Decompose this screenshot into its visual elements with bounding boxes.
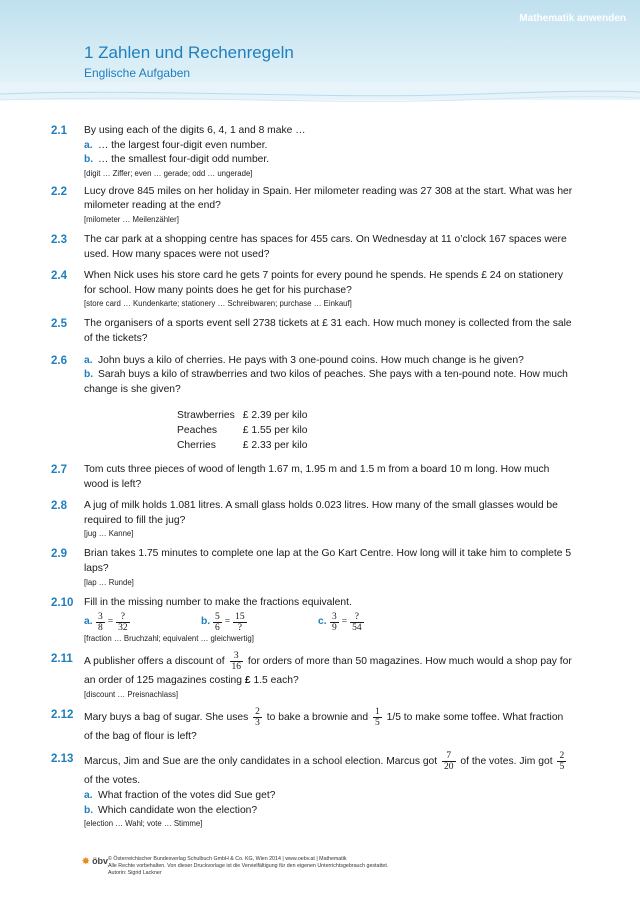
equals-sign: =	[224, 617, 231, 628]
glossary: [discount … Preisnachlass]	[84, 690, 179, 700]
fraction	[330, 612, 339, 633]
subtask-text: … the largest four-digit even number.	[98, 139, 268, 151]
publisher-logo-icon: ✸	[82, 856, 90, 866]
page-subtitle: Englische Aufgaben	[84, 66, 191, 80]
fraction	[442, 751, 456, 772]
currency-symbol: £	[244, 675, 251, 687]
fraction-item-c	[318, 612, 435, 633]
price-value: £ 2.33 per kilo	[242, 439, 308, 451]
subtask-text: What fraction of the votes did Sue get?	[98, 790, 276, 802]
numerator: ?	[350, 612, 364, 623]
task-number: 2.4	[51, 270, 67, 283]
subtask-label: a.	[84, 139, 93, 151]
fraction	[253, 707, 262, 728]
price-item: Peaches	[177, 424, 218, 436]
price-item: Cherries	[177, 439, 216, 451]
footer-author: Autorin: Sigrid Lackner	[108, 870, 162, 877]
subtask-label: a.	[84, 790, 93, 802]
numerator: 2	[559, 751, 565, 762]
denominator: 20	[444, 762, 454, 773]
equals-sign: =	[107, 617, 114, 628]
task-text: A publisher offers a discount of	[84, 656, 225, 668]
subtask-text: Sarah buys a kilo of strawberries and two kilos of peaches. She pays with a ten-pound note. How much change is she given?	[84, 369, 568, 395]
publisher-logo-text: öbv	[92, 856, 109, 866]
fraction-item-b	[201, 612, 318, 633]
fraction-item-a	[84, 612, 201, 633]
numerator: 3	[332, 612, 337, 623]
subtask-b	[84, 804, 574, 819]
task-number: 2.7	[51, 464, 67, 477]
task-2-8	[0, 499, 640, 540]
subtask-a	[84, 139, 574, 154]
subtask-label: b.	[84, 804, 94, 816]
subtask-b	[84, 153, 574, 168]
task-number: 2.11	[51, 653, 73, 666]
subtask-b	[84, 368, 574, 397]
price-row	[177, 439, 315, 454]
numerator: 2	[255, 707, 260, 718]
glossary: [milometer … Meilenzähler]	[84, 214, 179, 224]
publisher-logo	[82, 856, 108, 867]
price-value: £ 2.39 per kilo	[242, 410, 308, 422]
fraction	[96, 612, 105, 633]
price-value: £ 1.55 per kilo	[242, 424, 308, 436]
footer-rights: Alle Rechte vorbehalten. Von dieser Druckvorlage ist die Vervielfältigung für den eigenen Unterrichtsgebrauch gestattet.	[108, 863, 389, 870]
subtask-text: John buys a kilo of cherries. He pays with 3 one-pound coins. How much change is he given?	[98, 354, 524, 366]
glossary: [store card … Kundenkarte; stationery … Schreibwaren; purchase … Einkauf]	[84, 299, 352, 309]
task-2-9	[0, 547, 640, 588]
fraction	[373, 707, 382, 728]
denominator: 3	[255, 718, 260, 729]
numerator: 3	[230, 651, 244, 662]
denominator: ?	[237, 623, 242, 634]
task-text: for orders of more than 50 magazines. How much would a shop pay for an order of 125 magazines costing	[84, 656, 572, 687]
task-number: 2.12	[51, 709, 74, 722]
subtask-label: b.	[84, 369, 94, 381]
denominator: 5	[374, 718, 380, 729]
subtask-a	[84, 354, 574, 369]
footer-copyright: © Österreichischer Bundesverlag Schulbuch GmbH & Co. KG, Wien 2014 | www.oebv.at | Mathematik	[108, 856, 347, 862]
glossary: [digit … Ziffer; even … gerade; odd … ungerade]	[84, 168, 253, 178]
price-table	[177, 409, 315, 453]
task-text: Brian takes 1.75 minutes to complete one lap at the Go Kart Centre. How long will it take him to complete 5 laps?	[84, 548, 572, 575]
price-row	[177, 424, 315, 439]
task-text: Fill in the missing number to make the fractions equivalent.	[84, 596, 352, 608]
task-number: 2.9	[51, 548, 67, 561]
task-text: The car park at a shopping centre has spaces for 455 cars. On Wednesday at 11 o’clock 167 spaces were used. How many spaces were not used?	[84, 233, 567, 260]
numerator: 7	[442, 751, 456, 762]
task-text: Tom cuts three pieces of wood of length 1.67 m, 1.95 m and 1.5 m from a board 10 m long. How much wood is left?	[84, 464, 550, 490]
header-label: Mathematik anwenden	[519, 13, 626, 24]
denominator: 16	[231, 662, 241, 673]
task-text: 1.5 each?	[253, 675, 299, 687]
task-text: Lucy drove 845 miles on her holiday in Spain. Her milometer reading was 27 308 at the start. What was her milometer reading at the end?	[84, 185, 573, 212]
fraction-row	[84, 612, 574, 633]
numerator: 1	[374, 707, 380, 718]
glossary: [jug … Kanne]	[84, 529, 134, 539]
task-2-12	[0, 707, 640, 745]
task-text: A jug of milk holds 1.081 litres. A small glass holds 0.023 litres. How many of the small glasses would be required to fill the jug?	[84, 500, 558, 526]
page-title: 1 Zahlen und Rechenregeln	[84, 43, 294, 62]
task-text: of the votes.	[84, 775, 141, 787]
denominator: 6	[215, 623, 220, 634]
fraction	[116, 612, 130, 633]
denominator: 9	[332, 623, 337, 634]
numerator: 3	[98, 612, 103, 623]
subtask-text: … the smallest four-digit odd number.	[98, 154, 270, 166]
task-2-1	[0, 124, 640, 180]
task-2-4	[0, 269, 640, 310]
task-number: 2.13	[51, 753, 74, 766]
task-text: When Nick uses his store card he gets 7 points for every pound he spends. He spends £ 24 on stationery for school. How many points does he get for his purchase?	[84, 270, 564, 296]
numerator: ?	[116, 612, 130, 623]
denominator: 8	[98, 623, 103, 634]
task-number: 2.10	[51, 596, 74, 609]
fraction	[230, 651, 244, 672]
task-number: 2.6	[51, 354, 67, 367]
task-2-5	[0, 317, 640, 346]
task-2-6	[0, 354, 640, 454]
subtask-label: a.	[84, 616, 93, 628]
numerator: 5	[215, 612, 220, 623]
fraction	[213, 612, 222, 633]
task-text: of the votes. Jim got	[460, 756, 553, 768]
task-2-13	[0, 751, 640, 830]
subtask-text: Which candidate won the election?	[98, 804, 258, 816]
task-number: 2.3	[51, 233, 67, 246]
price-item: Strawberries	[177, 410, 235, 422]
task-number: 2.8	[51, 500, 67, 513]
task-text: Marcus, Jim and Sue are the only candidates in a school election. Marcus got	[84, 756, 438, 768]
equals-sign: =	[341, 617, 348, 628]
task-text: to bake a brownie and	[266, 712, 369, 724]
task-list	[0, 124, 640, 830]
subtask-label: c.	[318, 616, 327, 628]
denominator: 32	[118, 623, 128, 634]
glossary: [lap … Runde]	[84, 577, 134, 587]
fraction	[350, 612, 364, 633]
fraction	[557, 751, 566, 772]
fraction	[233, 612, 247, 633]
task-2-3	[0, 233, 640, 262]
task-text: The organisers of a sports event sell 2738 tickets at £ 31 each. How much money is collected from the sale of the tickets?	[84, 318, 572, 344]
subtask-label: b.	[84, 154, 94, 166]
numerator: 15	[235, 612, 245, 623]
footer	[108, 856, 508, 878]
glossary: [election … Wahl; vote … Stimme]	[84, 819, 203, 829]
task-text: 1/5 to make some toffee. What fraction of the bag of flour is left?	[84, 712, 564, 743]
glossary: [fraction … Bruchzahl; equivalent … gleichwertig]	[84, 634, 254, 644]
task-2-10	[0, 596, 640, 646]
task-number: 2.1	[51, 125, 67, 137]
denominator: 5	[559, 762, 565, 773]
subtask-a	[84, 789, 574, 804]
task-text: Mary buys a bag of sugar. She uses	[84, 712, 249, 724]
price-row	[177, 409, 315, 424]
task-number: 2.5	[51, 318, 67, 331]
task-2-2	[0, 185, 640, 226]
subtask-label: b.	[201, 616, 211, 628]
task-2-7	[0, 463, 640, 492]
task-2-11	[0, 651, 640, 701]
subtask-label: a.	[84, 354, 93, 366]
header-wave	[0, 82, 640, 110]
task-text: By using each of the digits 6, 4, 1 and 8 make …	[84, 125, 306, 136]
denominator: 54	[352, 623, 362, 634]
task-number: 2.2	[51, 185, 67, 198]
